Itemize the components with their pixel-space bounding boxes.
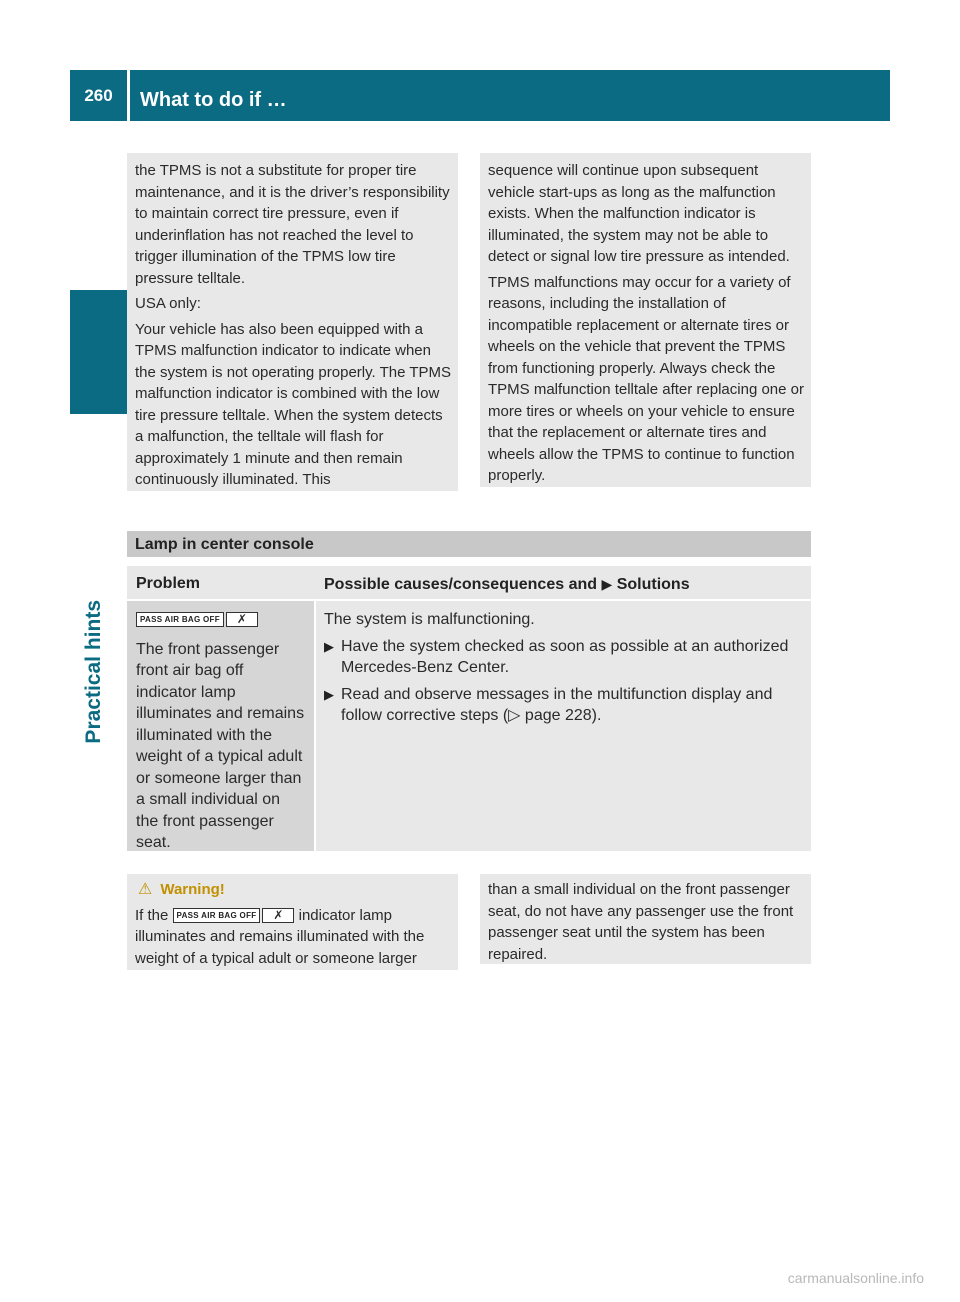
column-header-causes — [324, 566, 690, 603]
tpms-info-box-right — [480, 153, 811, 487]
solution-text: Read and observe messages in the multifunction display and follow corrective steps (▷ page 228). — [341, 685, 773, 724]
table-cell-problem — [127, 601, 314, 851]
warning-title — [135, 879, 451, 901]
solution-text: Have the system checked as soon as possible at an authorized Mercedes-Benz Center. — [341, 637, 789, 676]
warning-text-end: indicator lamp illuminates and remains illuminated with the weight of a typical adult or someone larger — [135, 906, 425, 967]
passenger-seat-airbag-icon: ✗ — [226, 612, 258, 627]
chapter-label: Practical hints — [82, 600, 105, 744]
chapter-tab — [70, 290, 127, 414]
paragraph: USA only: — [135, 295, 201, 312]
pass-air-bag-off-icon: PASS AIR BAG OFF — [173, 908, 261, 923]
solution-item — [324, 636, 803, 679]
problem-text: The front passenger front air bag off indicator lamp illuminates and remains illuminated with the weight of a typical adult or someone larger than a small individual on the front passenger seat. — [136, 640, 305, 851]
warning-title-text: Warning! — [160, 881, 225, 898]
arrow-right-icon: ▶ — [324, 638, 334, 654]
table-title: Lamp in center console — [127, 531, 811, 557]
section-title: What to do if … — [140, 89, 287, 111]
paragraph: sequence will continue upon subsequent vehicle start-ups as long as the malfunction exists. When the malfunction indicator is illuminated, the system may not be able to detect or signal low tire pressure as intended. — [488, 162, 790, 265]
header-divider — [127, 70, 130, 121]
tpms-info-box-left — [127, 153, 458, 491]
column-header-causes-label: Possible causes/consequences and — [324, 576, 598, 593]
column-header-problem: Problem — [136, 575, 201, 592]
pass-air-bag-off-icon: PASS AIR BAG OFF — [136, 612, 224, 627]
page-number: 260 — [84, 86, 113, 105]
paragraph: Your vehicle has also been equipped with a TPMS malfunction indicator to indicate when the system is not operating properly. The TPMS malfunction indicator is combined with the low tire pressure telltale. When the system detects a malfunction, the telltale will flash for approximately 1 minute and then remain continuously illuminated. This — [135, 320, 451, 488]
paragraph: the TPMS is not a substitute for proper tire maintenance, and it is the driver’s responsibility to maintain correct tire pressure, even if underinflation has not reached the level to trigger illumination of the TPMS low tire pressure telltale. — [135, 162, 450, 287]
watermark: carmanualsonline.info — [787, 1270, 924, 1286]
table-cell-solutions — [316, 601, 811, 851]
arrow-right-icon: ▶ — [324, 686, 334, 702]
paragraph: TPMS malfunctions may occur for a variety of reasons, including the installation of incompatible replacement or alternate tires or wheels on the vehicle that prevent the TPMS from functioning properly. Always check the TPMS malfunction telltale after replacing one or more tires or wheels on your vehicle to ensure that the replacement or alternate tires and wheels allow the TPMS to continue to function properly. — [488, 273, 804, 484]
arrow-right-icon: ▶ — [601, 576, 613, 592]
solution-item — [324, 684, 803, 727]
warning-box-left — [127, 874, 458, 970]
cause-text: The system is malfunctioning. — [324, 611, 535, 628]
table-header-row — [127, 566, 811, 599]
warning-box-right — [480, 874, 811, 964]
warning-triangle-icon: ⚠ — [138, 881, 153, 898]
indicator-icons — [136, 609, 305, 631]
passenger-seat-airbag-icon: ✗ — [262, 908, 294, 923]
column-header-solutions-label: Solutions — [616, 576, 690, 593]
warning-text-start: If the — [135, 906, 169, 924]
warning-continuation: than a small individual on the front passenger seat, do not have any passenger use the front passenger seat until the system has been repaired. — [488, 881, 794, 963]
warning-text — [135, 905, 451, 970]
